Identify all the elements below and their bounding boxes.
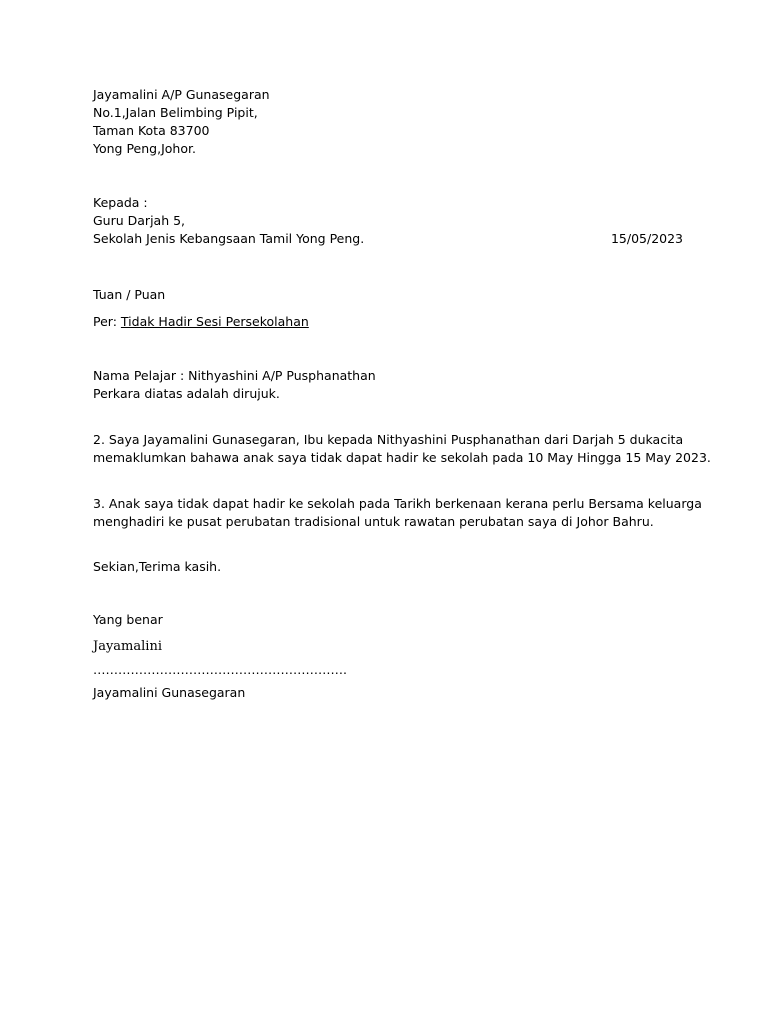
letter-date: 15/05/2023 bbox=[610, 231, 683, 246]
salutation: Tuan / Puan bbox=[93, 287, 166, 302]
reference-line: Perkara diatas adalah dirujuk. bbox=[93, 386, 280, 401]
student-info bbox=[93, 367, 683, 403]
paragraph-2-line-2: memaklumkan bahawa anak saya tidak dapat hadir ke sekolah pada 10 May Hingga 15 May 2023. bbox=[93, 450, 711, 465]
sender-address-line-2: Taman Kota 83700 bbox=[93, 123, 210, 138]
sender-address bbox=[93, 86, 683, 158]
signature: Jayamalini bbox=[93, 639, 162, 654]
sender-address-line-1: No.1,Jalan Belimbing Pipit, bbox=[93, 105, 258, 120]
subject-title: Tidak Hadir Sesi Persekolahan bbox=[120, 314, 309, 329]
recipient-address bbox=[93, 194, 683, 248]
paragraph-2-line-1: 2. Saya Jayamalini Gunasegaran, Ibu kepada Nithyashini Pusphanathan dari Darjah 5 dukacita bbox=[93, 432, 684, 447]
recipient-label: Kepada : bbox=[93, 195, 148, 210]
sender-address-line-3: Yong Peng,Johor. bbox=[93, 141, 196, 156]
closing-text: Sekian,Terima kasih. bbox=[93, 559, 222, 574]
paragraph-2 bbox=[93, 431, 711, 467]
recipient-school-row bbox=[93, 230, 683, 248]
recipient-line-2: Sekolah Jenis Kebangsaan Tamil Yong Peng. bbox=[93, 231, 365, 246]
signature-dotted-line: ……………………………………………………. bbox=[93, 662, 347, 677]
sign-off: Yang benar bbox=[93, 612, 163, 627]
subject-prefix: Per: bbox=[93, 314, 117, 329]
student-name-line: Nama Pelajar : Nithyashini A/P Pusphanathan bbox=[93, 368, 376, 383]
paragraph-3-line-1: 3. Anak saya tidak dapat hadir ke sekolah pada Tarikh berkenaan kerana perlu Bersama keluarga bbox=[93, 496, 702, 511]
sender-name: Jayamalini A/P Gunasegaran bbox=[93, 87, 270, 102]
letter-page bbox=[93, 86, 711, 702]
paragraph-3-line-2: menghadiri ke pusat perubatan tradisional untuk rawatan perubatan saya di Johor Bahru. bbox=[93, 514, 654, 529]
recipient-line-1: Guru Darjah 5, bbox=[93, 213, 186, 228]
signatory-name: Jayamalini Gunasegaran bbox=[93, 685, 246, 700]
subject-line bbox=[93, 313, 683, 331]
paragraph-3 bbox=[93, 495, 702, 531]
